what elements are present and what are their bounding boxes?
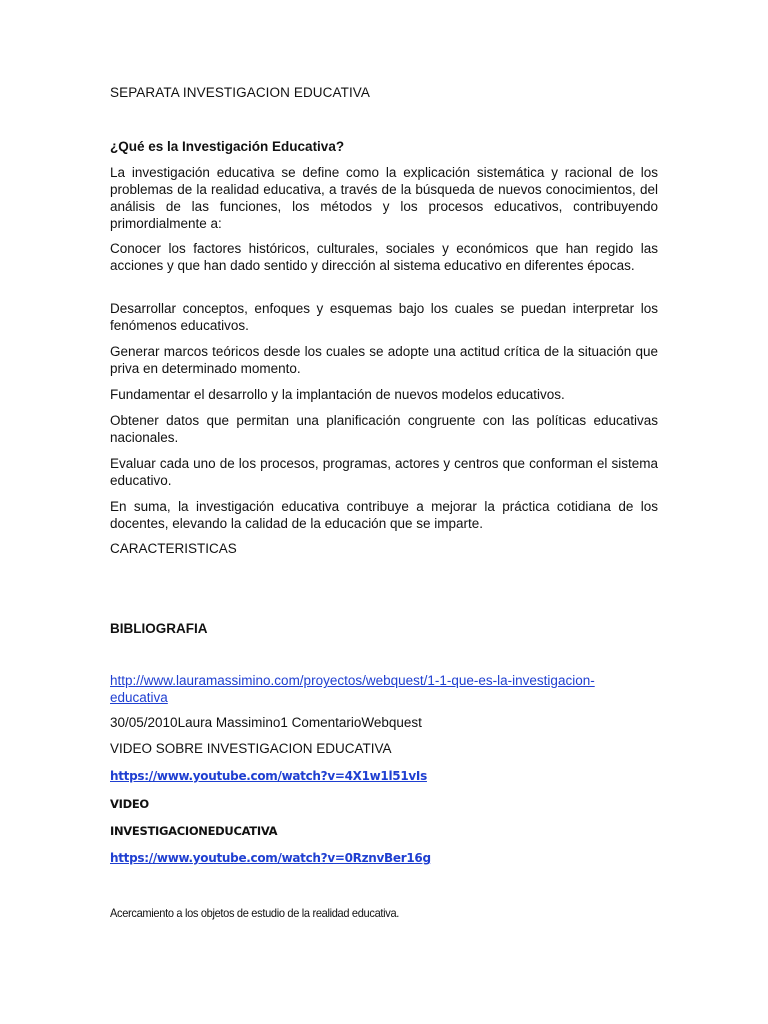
youtube-link-1[interactable]: https://www.youtube.com/watch?v=4X1w1l51vIs xyxy=(110,769,427,783)
video-label: VIDEO xyxy=(110,797,149,811)
paragraph-evaluar: Evaluar cada uno de los procesos, programas, actores y centros que conforman el sistema educativo. xyxy=(110,456,658,488)
bibliography-link-laura-massimino[interactable] xyxy=(110,672,658,706)
video-title: VIDEO SOBRE INVESTIGACION EDUCATIVA xyxy=(110,741,392,756)
bibliography-citation: 30/05/2010Laura Massimino1 ComentarioWebquest xyxy=(110,715,422,730)
document-title: SEPARATA INVESTIGACION EDUCATIVA xyxy=(110,85,370,100)
paragraph-obtener: Obtener datos que permitan una planificación congruente con las políticas educativas nacionales. xyxy=(110,413,658,445)
paragraph-desarrollar: Desarrollar conceptos, enfoques y esquemas bajo los cuales se puedan interpretar los fenómenos educativos. xyxy=(110,301,658,333)
paragraph-conocer: Conocer los factores históricos, culturales, sociales y económicos que han regido las acciones y que han dado sentido y dirección al sistema educativo en diferentes épocas. xyxy=(110,241,658,273)
link-line-2[interactable]: educativa xyxy=(110,690,168,705)
video-subject: INVESTIGACIONEDUCATIVA xyxy=(110,824,278,838)
bibliography-heading: BIBLIOGRAFIA xyxy=(110,621,208,636)
link-line-1[interactable]: http://www.lauramassimino.com/proyectos/webquest/1-1-que-es-la-investigacion- xyxy=(110,673,595,688)
footer-note: Acercamiento a los objetos de estudio de la realidad educativa. xyxy=(110,906,400,920)
question-heading: ¿Qué es la Investigación Educativa? xyxy=(110,139,345,154)
paragraph-definition: La investigación educativa se define como la explicación sistemática y racional de los problemas de la realidad educativa, a través de la búsqueda de nuevos conocimientos, del análisis de las funciones, los métodos y los procesos educativos, contribuyendo primordialmente a: xyxy=(110,165,658,231)
paragraph-generar: Generar marcos teóricos desde los cuales se adopte una actitud crítica de la situación que priva en determinado momento. xyxy=(110,344,658,376)
paragraph-en-suma: En suma, la investigación educativa contribuye a mejorar la práctica cotidiana de los docentes, elevando la calidad de la educación que se imparte. xyxy=(110,499,658,531)
paragraph-fundamentar: Fundamentar el desarrollo y la implantación de nuevos modelos educativos. xyxy=(110,387,565,402)
characteristics-heading: CARACTERISTICAS xyxy=(110,541,237,556)
youtube-link-2[interactable]: https://www.youtube.com/watch?v=0RznvBer16g xyxy=(110,851,431,865)
